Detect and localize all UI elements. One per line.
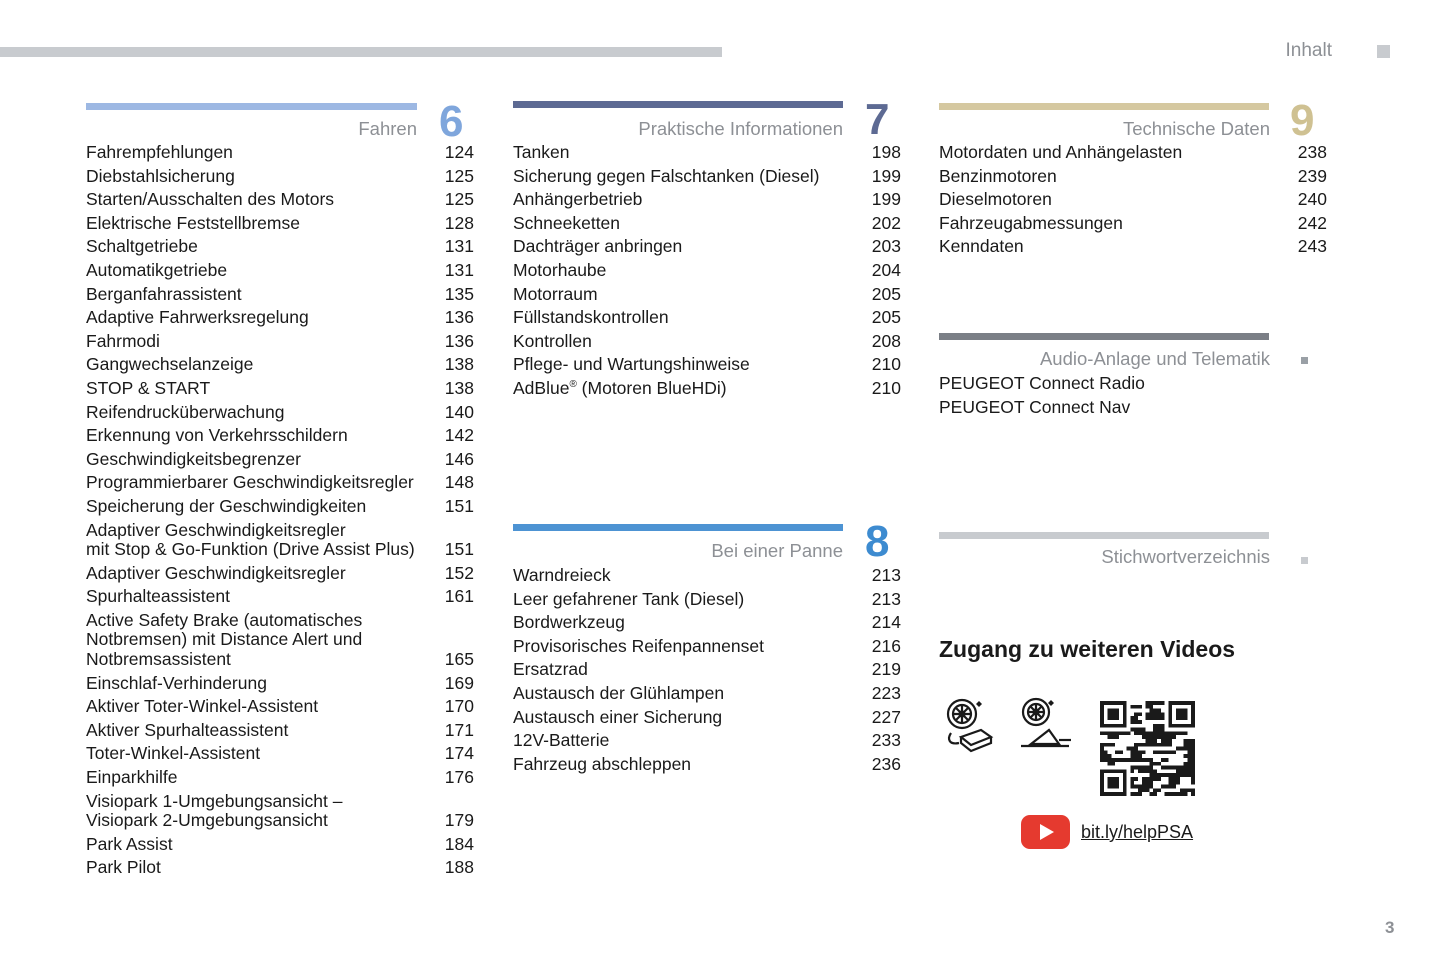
toc-entry-label: STOP & START [86,377,211,398]
toc-entry-label: Schneeketten [513,212,621,233]
toc-entry-label: Bordwerkzeug [513,612,625,633]
panne-number: 8 [865,517,890,566]
toc-entry[interactable] [513,588,901,612]
toc-entry-label: Anhängerbetrieb [513,189,643,210]
toc-entry-page: 146 [444,448,474,469]
toc-entry-page: 179 [444,810,474,831]
toc-entry-page: 161 [444,586,474,607]
panne-list [513,564,901,776]
toc-entry-page: 124 [444,142,474,162]
jack-wheel-change-icon [1017,696,1073,752]
fahren-list [86,141,474,880]
toc-entry[interactable] [86,585,474,609]
toc-entry[interactable] [86,719,474,743]
stichwort-square-marker [1301,557,1308,564]
toc-entry-page: 202 [871,212,901,233]
toc-entry[interactable] [939,212,1327,236]
toc-entry-label: Automatikgetriebe [86,259,228,280]
toc-entry[interactable] [86,235,474,259]
toc-entry[interactable] [86,377,474,401]
toc-entry-page: 128 [444,212,474,233]
toc-entry-label: Speicherung der Geschwindigkeiten [86,495,367,516]
toc-entry[interactable] [939,141,1327,165]
toc-entry[interactable] [513,353,901,377]
toc-entry-label: Warndreieck [513,565,611,585]
toc-entry-label: Park Assist [86,833,173,854]
toc-entry[interactable] [513,188,901,212]
toc-entry-label: Dieselmotoren [939,189,1052,210]
toc-entry-label: Motordaten und Anhängelasten [939,142,1183,162]
audio-square-marker [1301,357,1308,364]
toc-entry[interactable] [86,495,474,519]
toc-entry-label: Programmierbarer Geschwindigkeitsregler [86,472,414,493]
toc-entry-page: 210 [871,377,901,398]
toc-entry-label: Austausch einer Sicherung [513,706,723,727]
toc-entry-label: Fahrzeug abschleppen [513,753,692,774]
help-video-link[interactable]: bit.ly/helpPSA [1081,822,1194,842]
toc-entry-label: Aktiver Toter-Winkel-Assistent [86,696,319,717]
toc-entry-page: 151 [444,539,474,560]
toc-entry[interactable] [513,753,901,777]
toc-entry-page: 176 [444,767,474,788]
toc-entry[interactable] [86,259,474,283]
youtube-play-icon[interactable] [1021,815,1070,849]
toc-entry[interactable] [513,330,901,354]
toc-entry[interactable] [939,235,1327,259]
toc-entry-page: 238 [1297,142,1327,162]
toc-entry-label: AdBlue [513,377,570,398]
toc-entry[interactable] [513,564,901,588]
toc-entry[interactable] [513,611,901,635]
toc-entry-label: Motorhaube [513,259,607,280]
toc-entry[interactable] [513,377,901,401]
videos-title: Zugang zu weiteren Videos [939,636,1236,662]
toc-entry-page: 242 [1297,212,1327,233]
toc-entry-page: 152 [444,562,474,583]
toc-entry-page: 165 [444,649,474,670]
toc-entry[interactable] [86,833,474,857]
toc-entry-page: 148 [444,472,474,493]
toc-entry-page: 227 [871,706,901,727]
toc-entry-label: Adaptiver Geschwindigkeitsregler [86,562,346,583]
toc-entry[interactable] [86,401,474,425]
toc-entry[interactable] [86,448,474,472]
fahren-bar [86,103,417,110]
fahren-number: 6 [439,97,464,146]
toc-entry[interactable] [86,766,474,790]
page-title: Inhalt [1285,40,1332,61]
toc-entry-page: 169 [444,672,474,693]
toc-entry[interactable] [86,856,474,880]
toc-entry[interactable] [86,562,474,586]
toc-entry-label: Kenndaten [939,236,1024,257]
toc-entry-label: Benzinmotoren [939,165,1057,186]
toc-entry-label: Fahrzeugabmessungen [939,212,1123,233]
toc-entry[interactable] [86,141,474,165]
toc-entry-page: 188 [444,857,474,878]
toc-entry-page: 125 [444,165,474,186]
toc-entry-label: Ersatzrad [513,659,588,680]
toc-entry[interactable] [86,283,474,307]
toc-entry-label: Erkennung von Verkehrsschildern [86,425,348,446]
toc-entry-page: 213 [871,588,901,609]
toc-entry[interactable] [513,212,901,236]
audio-title: Audio-Anlage und Telematik [1039,348,1270,369]
toc-entry-page: 216 [871,635,901,656]
toc-entry-label: Starten/Ausschalten des Motors [86,189,335,210]
toc-entry-page: 184 [444,833,474,854]
toc-entry-page: 214 [871,612,901,633]
toc-entry[interactable] [513,235,901,259]
stichwort-title[interactable]: Stichwortverzeichnis [1101,546,1270,567]
toc-entry[interactable] [513,141,901,165]
audio-item[interactable]: PEUGEOT Connect Nav [939,396,1131,417]
toc-entry-label: Park Pilot [86,857,161,878]
audio-item[interactable]: PEUGEOT Connect Radio [939,373,1145,393]
toc-entry-page: 208 [871,330,901,351]
toc-entry-label: Leer gefahrener Tank (Diesel) [513,588,745,609]
toc-entry-label: Fahrmodi [86,330,160,351]
qr-code-icon[interactable] [1100,701,1195,796]
toc-entry[interactable] [513,259,901,283]
toc-entry-label: Toter-Winkel-Assistent [86,743,261,764]
toc-entry-page: 213 [871,565,901,585]
technisch-title: Technische Daten [1122,118,1270,139]
toc-entry-label: Pflege- und Wartungshinweise [513,354,750,375]
toc-entry-label: Berganfahrassistent [86,283,242,304]
tyre-repair-kit-icon [941,697,995,753]
toc-entry-page: 198 [871,142,901,162]
toc-entry-label: Adaptiver Geschwindigkeitsregler mit Stop & Go-Funktion (Drive Assist Plus) [86,519,415,560]
toc-entry[interactable] [86,165,474,189]
toc-entry-label: Diebstahlsicherung [86,165,235,186]
toc-entry[interactable] [513,635,901,659]
toc-entry[interactable] [513,306,901,330]
toc-entry-page: 236 [871,753,901,774]
toc-entry-label: Geschwindigkeitsbegrenzer [86,448,301,469]
audio-list [939,372,1145,419]
toc-entry-page: 210 [871,354,901,375]
toc-entry[interactable] [939,188,1327,212]
toc-entry-label: Active Safety Brake (automatisches Notbremsen) mit Distance Alert und Notbremsassistent [86,609,363,670]
toc-entry[interactable] [513,729,901,753]
technisch-bar [939,103,1269,110]
toc-entry[interactable] [86,353,474,377]
toc-entry[interactable] [86,471,474,495]
toc-entry-page: 136 [444,330,474,351]
header-bar [0,47,722,57]
toc-entry[interactable] [86,306,474,330]
toc-entry-label: Schaltgetriebe [86,236,198,257]
toc-entry-page: 135 [444,283,474,304]
toc-entry-page: 131 [444,236,474,257]
toc-entry-page: 171 [444,719,474,740]
toc-entry-label: Kontrollen [513,330,592,351]
toc-entry-label: Einparkhilfe [86,767,178,788]
toc-entry-label: Visiopark 1-Umgebungsansicht – Visiopark 2-Umgebungsansicht [86,790,343,831]
toc-entry-page: 205 [871,283,901,304]
toc-entry-label: Fahrempfehlungen [86,142,233,162]
toc-entry-label: Adaptive Fahrwerksregelung [86,307,309,328]
panne-title: Bei einer Panne [711,540,843,561]
toc-entry-label: Spurhalteassistent [86,586,230,607]
fahren-title: Fahren [358,118,417,139]
toc-entry-page: 233 [871,730,901,751]
toc-entry-page: 240 [1297,189,1327,210]
praktisch-bar [513,101,843,108]
toc-entry-page: 199 [871,189,901,210]
praktisch-list [513,141,901,401]
toc-entry-page: 138 [444,354,474,375]
toc-entry-label: Motorraum [513,283,598,304]
toc-entry-label: Füllstandskontrollen [513,307,669,328]
header-square-marker [1377,45,1390,58]
technisch-list [939,141,1327,259]
toc-entry-page: 142 [444,425,474,446]
toc-entry-page: 204 [871,259,901,280]
toc-entry-page: 140 [444,401,474,422]
toc-entry-superscript: ® [569,379,577,391]
toc-entry-page: 219 [871,659,901,680]
toc-entry[interactable] [513,658,901,682]
toc-entry[interactable] [86,212,474,236]
toc-entry-label: Provisorisches Reifenpannenset [513,635,764,656]
toc-entry[interactable] [86,424,474,448]
toc-entry[interactable] [86,519,474,562]
toc-entry[interactable] [939,165,1327,189]
toc-entry-label: Einschlaf-Verhinderung [86,672,267,693]
toc-entry[interactable] [86,672,474,696]
play-triangle-icon [1040,824,1054,840]
toc-entry-label: Sicherung gegen Falschtanken (Diesel) [513,165,820,186]
toc-entry-page: 205 [871,307,901,328]
praktisch-title: Praktische Informationen [638,118,843,139]
toc-entry-page: 239 [1297,165,1327,186]
toc-entry-page: 151 [444,495,474,516]
toc-entry-label: Reifendrucküberwachung [86,401,285,422]
panne-bar [513,524,843,531]
toc-entry-page: 174 [444,743,474,764]
audio-bar [939,333,1269,340]
toc-entry-label: Gangwechselanzeige [86,354,254,375]
toc-entry-page: 203 [871,236,901,257]
toc-entry[interactable] [86,609,474,672]
toc-entry[interactable] [513,283,901,307]
toc-entry-page: 136 [444,307,474,328]
praktisch-number: 7 [865,95,890,144]
toc-entry-label: 12V-Batterie [513,730,610,751]
toc-entry-page: 199 [871,165,901,186]
toc-entry-label: Austausch der Glühlampen [513,682,725,703]
toc-entry[interactable] [86,188,474,212]
toc-entry-page: 170 [444,696,474,717]
toc-entry[interactable] [86,742,474,766]
toc-entry-label: Elektrische Feststellbremse [86,212,300,233]
toc-entry-label-suffix: (Motoren BlueHDi) [576,377,727,398]
toc-entry[interactable] [513,682,901,706]
page-number: 3 [1385,918,1395,937]
toc-entry-page: 223 [871,682,901,703]
toc-entry-page: 138 [444,377,474,398]
toc-entry-label: Tanken [513,142,570,162]
stichwort-bar [939,532,1269,539]
toc-entry[interactable] [86,330,474,354]
toc-entry[interactable] [513,165,901,189]
toc-entry[interactable] [513,706,901,730]
toc-entry[interactable] [86,695,474,719]
toc-entry-page: 125 [444,189,474,210]
toc-entry-label: Dachträger anbringen [513,236,683,257]
toc-entry-page: 131 [444,259,474,280]
toc-entry[interactable] [86,790,474,833]
toc-entry-page: 243 [1297,236,1327,257]
technisch-number: 9 [1290,96,1315,145]
toc-entry-label: Aktiver Spurhalteassistent [86,719,289,740]
